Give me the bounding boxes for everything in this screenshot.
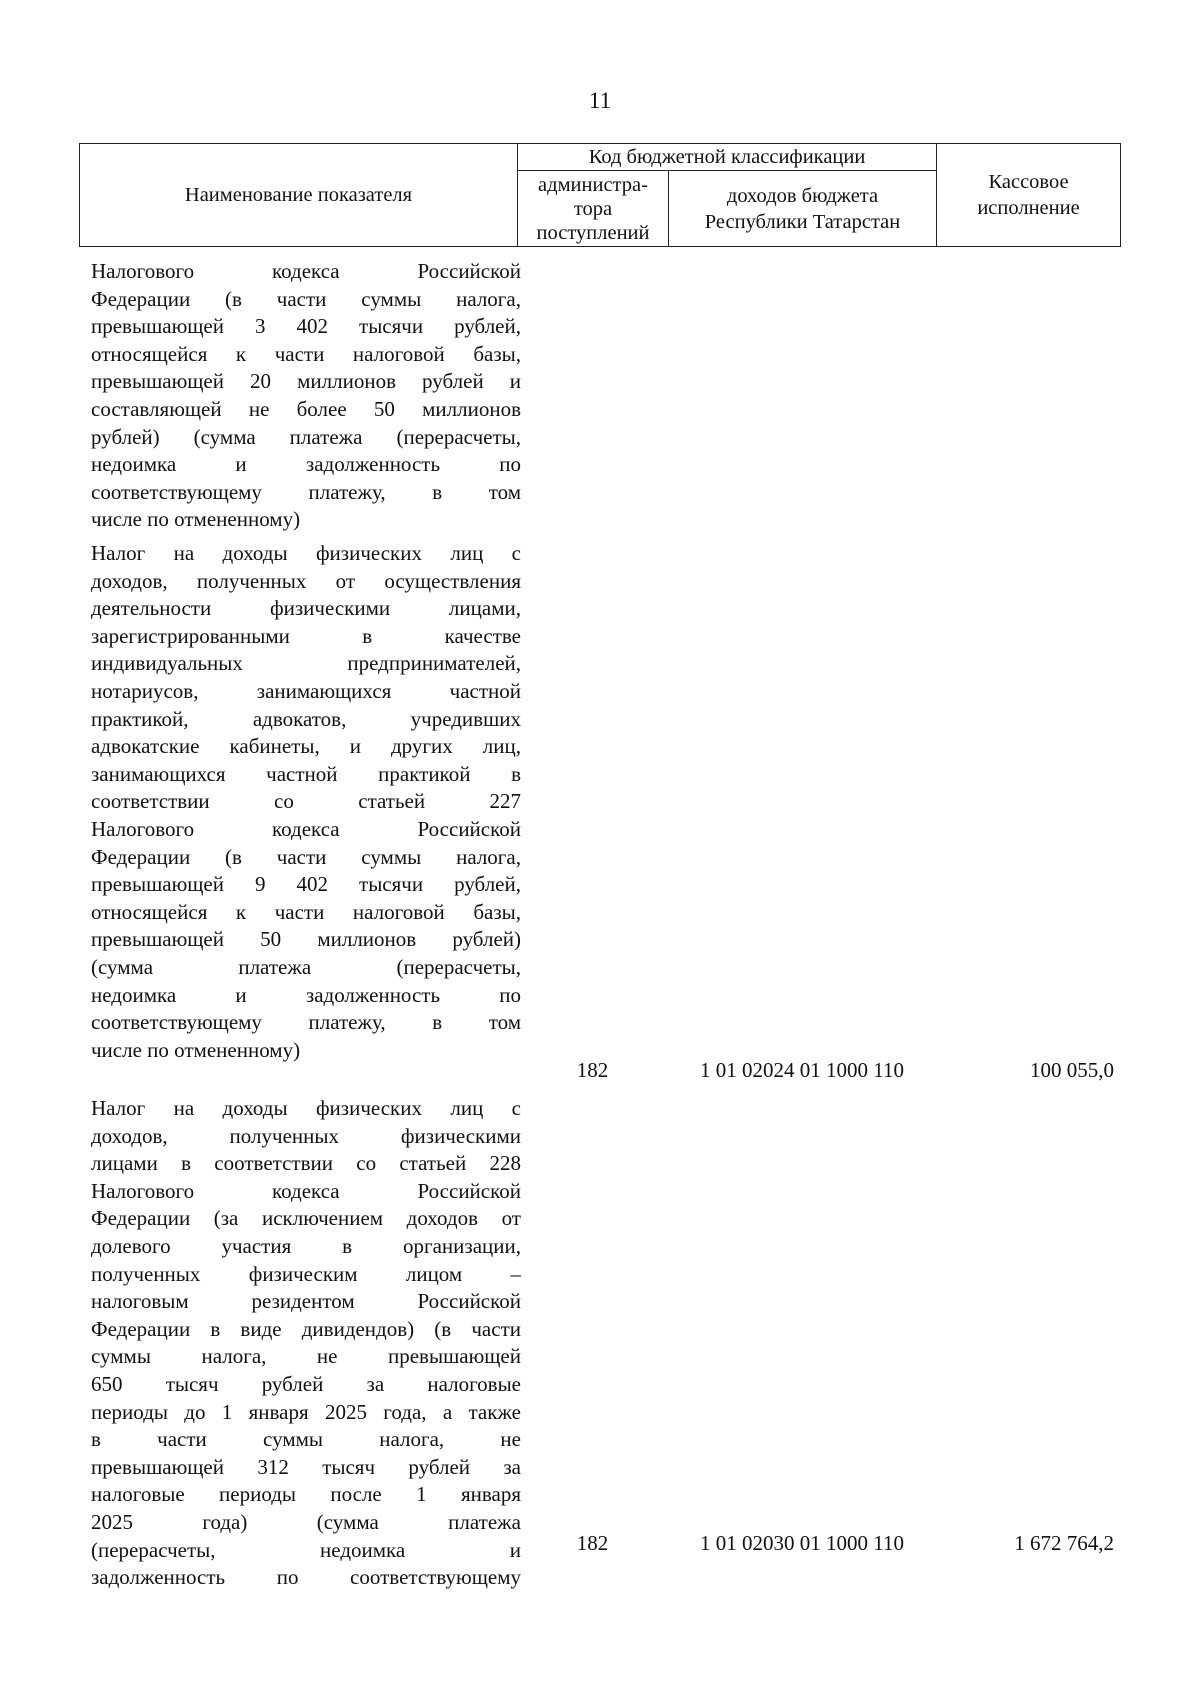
indicator-name-line: практикой, адвокатов, учредивших [91,706,521,731]
header-execution-line: Кассовое [988,171,1069,193]
page-number: 11 [588,88,612,113]
header-administrator [518,171,669,247]
indicator-name-line: недоимка и задолженность по [91,452,521,477]
indicator-name-line: 2025 года) (сумма платежа [91,1509,521,1534]
header-administrator-line: тора [573,197,613,220]
indicator-name-line: адвокатские кабинеты, и других лиц, [91,734,521,759]
indicator-name-line: соответствии со статьей 227 [91,789,521,814]
table-body [79,258,1120,1592]
indicator-name-line: Федерации (в части суммы налога, [91,844,521,869]
indicator-name-line: превышающей 3 402 тысячи рублей, [91,314,521,339]
header-administrator-line: администра- [538,173,648,196]
indicator-name-line: превышающей 9 402 тысячи рублей, [91,872,521,897]
indicator-name [91,540,521,1064]
table-row [79,258,1120,530]
indicator-name-line: числе по отмененному) [91,507,301,532]
income-code: 1 01 02024 01 1000 110 [700,1058,904,1083]
indicator-name-line: Федерации (за исключением доходов от [91,1206,521,1231]
indicator-name-line: недоимка и задолженность по [91,982,521,1007]
indicator-name-line: деятельности физическими лицами, [91,596,521,621]
indicator-name-line: полученных физическим лицом – [91,1261,521,1286]
header-budget-code-group: Код бюджетной классификации [518,144,937,171]
header-income-code-line: доходов бюджета [726,184,879,207]
indicator-name-line: задолженность по соответствующему [91,1565,521,1590]
income-code: 1 01 02030 01 1000 110 [700,1531,904,1555]
indicator-name-line: превышающей 20 миллионов рублей и [91,369,521,394]
indicator-name-line: налоговые периоды после 1 января [91,1482,521,1507]
indicator-name-line: в части суммы налога, не [91,1427,521,1452]
indicator-name [91,1095,521,1592]
indicator-name-line: числе по отмененному) [91,1037,301,1062]
table-row [79,1095,1120,1592]
indicator-name-line: Федерации в виде дивидендов) (в части [91,1316,521,1341]
indicator-name-line: (перерасчеты, недоимка и [91,1537,521,1562]
indicator-name [91,258,521,534]
indicator-name-line: доходов, полученных от осуществления [91,568,521,593]
header-execution-line: исполнение [977,197,1080,219]
header-administrator-line: поступлений [536,221,650,244]
execution-amount: 1 672 764,2 [1014,1531,1114,1555]
indicator-name-line: налоговым резидентом Российской [91,1289,521,1314]
indicator-name-line: индивидуальных предпринимателей, [91,651,521,676]
indicator-name-line: нотариусов, занимающихся частной [91,678,521,703]
header-income-code-line: Республики Татарстан [704,210,901,233]
header-income-code [669,171,937,247]
indicator-name-line: относящейся к части налоговой базы, [91,341,521,366]
administrator-code: 182 [576,1531,609,1555]
indicator-name-line: превышающей 312 тысяч рублей за [91,1454,521,1479]
execution-amount: 100 055,0 [1030,1058,1114,1083]
indicator-name-line: долевого участия в организации, [91,1233,521,1258]
table-header [79,143,1121,247]
indicator-name-line: периоды до 1 января 2025 года, а также [91,1399,521,1424]
indicator-name-line: Налогового кодекса Российской [91,259,521,283]
indicator-name-line: доходов, полученных физическими [91,1123,521,1148]
indicator-name-line: лицами в соответствии со статьей 228 [91,1151,521,1176]
indicator-name-line: Налогового кодекса Российской [91,816,521,841]
indicator-name-line: составляющей не более 50 миллионов [91,396,521,421]
header-execution [937,144,1121,247]
administrator-code: 182 [576,1058,609,1083]
indicator-name-line: Налог на доходы физических лиц с [91,1096,521,1120]
indicator-name-line: суммы налога, не превышающей [91,1344,521,1369]
indicator-name-line: Налогового кодекса Российской [91,1178,521,1203]
indicator-name-line: Налог на доходы физических лиц с [91,541,521,565]
indicator-name-line: относящейся к части налоговой базы, [91,899,521,924]
indicator-name-line: превышающей 50 миллионов рублей) [91,927,521,952]
indicator-name-line: 650 тысяч рублей за налоговые [91,1371,521,1396]
indicator-name-line: Федерации (в части суммы налога, [91,286,521,311]
indicator-name-line: рублей) (сумма платежа (перерасчеты, [91,424,521,449]
indicator-name-line: зарегистрированными в качестве [91,623,521,648]
indicator-name-line: (сумма платежа (перерасчеты, [91,954,521,979]
indicator-name-line: соответствующему платежу, в том [91,1010,521,1035]
indicator-name-line: соответствующему платежу, в том [91,479,521,504]
indicator-name-line: занимающихся частной практикой в [91,761,521,786]
header-indicator-name: Наименование показателя [80,144,518,247]
table-row [79,540,1120,1085]
